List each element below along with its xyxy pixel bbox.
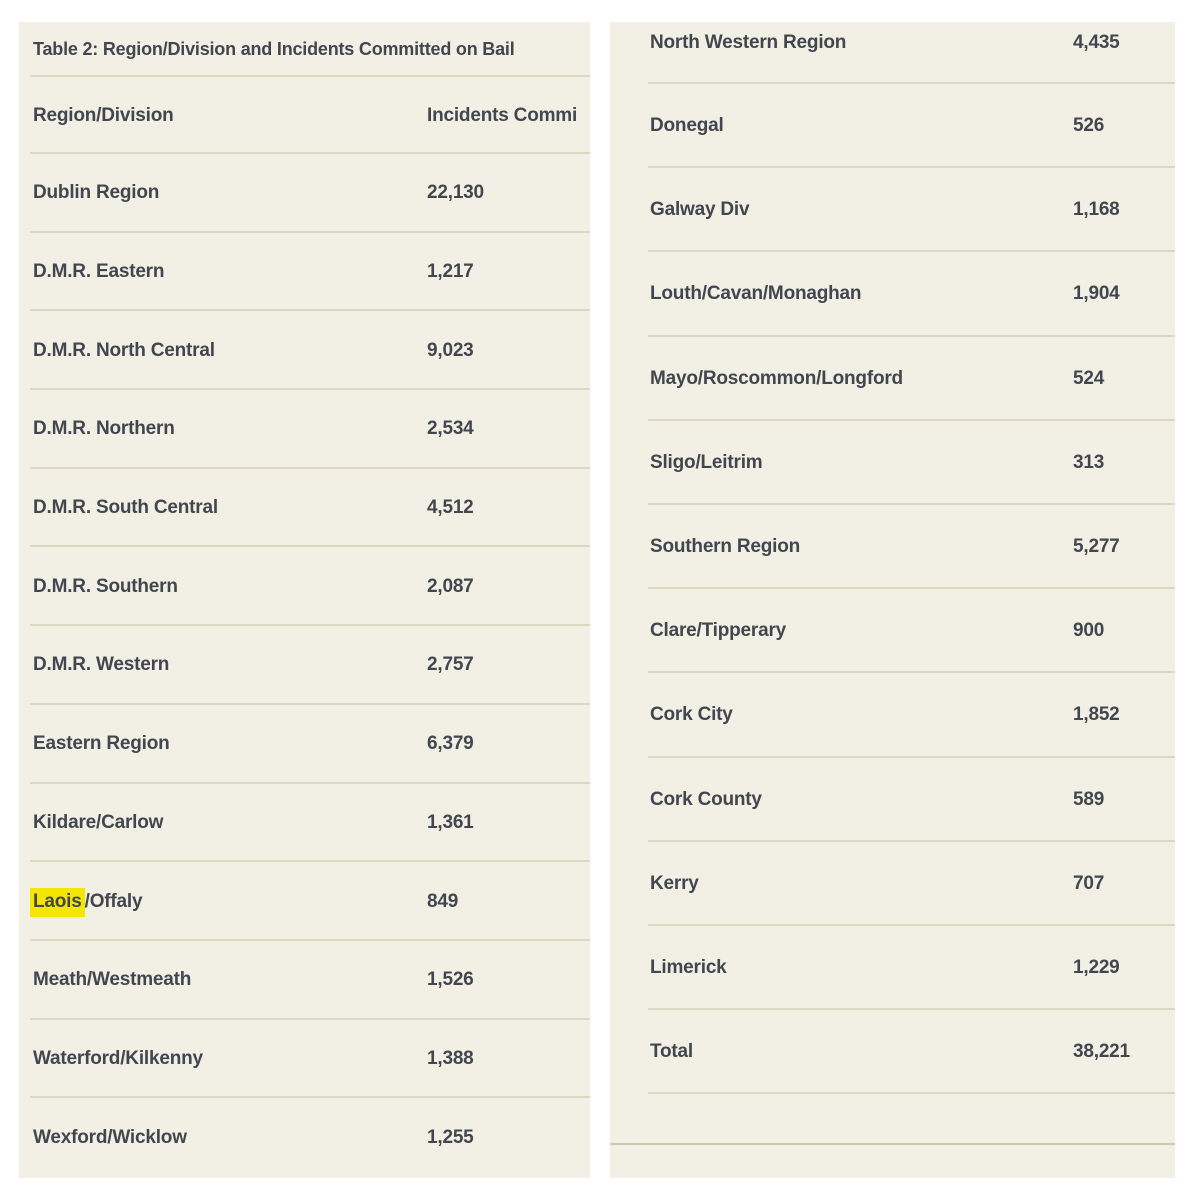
table-row [19,784,590,863]
table-row [610,22,1175,84]
incidents-cell: 22,130 [427,182,484,204]
table-row [19,626,590,705]
table-header-row [19,77,590,154]
region-cell: Mayo/Roscommon/Longford [650,367,903,389]
region-cell: D.M.R. Northern [33,418,175,440]
table-row [19,1098,590,1177]
table-row [610,758,1175,842]
region-cell [19,891,427,913]
region-division-header: Region/Division [33,104,174,126]
search-highlight: Laois [30,888,85,917]
incidents-cell: 589 [1073,788,1105,810]
incidents-cell: 9,023 [427,339,474,361]
table-row [19,154,590,233]
table-row [19,547,590,626]
table-row [610,842,1175,926]
incidents-cell: 1,229 [1073,956,1120,978]
table-row [19,390,590,469]
region-cell: North Western Region [650,32,847,53]
incidents-cell: 2,534 [427,418,474,440]
region-cell: Kerry [650,872,699,894]
table-row [610,421,1175,505]
region-cell: Sligo/Leitrim [650,451,763,473]
table-end-divider [610,1143,1175,1145]
incidents-cell: 2,757 [427,654,474,676]
incidents-header: Incidents Commi [427,104,578,126]
region-cell: D.M.R. North Central [33,339,215,361]
incidents-cell: 313 [1073,451,1105,473]
left-table-panel [19,22,590,1178]
region-cell: Meath/Westmeath [33,969,192,991]
region-cell: Louth/Cavan/Monaghan [650,283,862,305]
incidents-cell: 2,087 [427,575,474,597]
table-row [610,252,1175,336]
region-cell: Cork County [650,788,762,810]
incidents-cell: 1,168 [1073,199,1120,221]
table-row [610,505,1175,589]
incidents-cell: 1,852 [1073,704,1120,726]
table-row [19,311,590,390]
table-row [19,1020,590,1099]
table-row [610,84,1175,168]
region-cell: Waterford/Kilkenny [33,1047,203,1069]
incidents-cell: 4,512 [427,497,474,519]
table-row [610,673,1175,757]
region-cell: Wexford/Wicklow [33,1126,187,1148]
incidents-cell: 526 [1073,115,1105,137]
incidents-cell: 1,217 [427,261,474,283]
table-row [19,705,590,784]
table-row [610,337,1175,421]
region-cell: Kildare/Carlow [33,811,164,833]
region-cell: Cork City [650,704,733,726]
incidents-cell: 1,388 [427,1047,474,1069]
table-row [19,469,590,548]
table-row [610,168,1175,252]
total-value-cell: 38,221 [1073,1041,1130,1063]
region-cell: D.M.R. Western [33,654,170,676]
table-title-row [19,22,590,77]
region-label-rest: /Offaly [84,890,143,912]
incidents-cell: 6,379 [427,733,474,755]
total-row [610,1010,1175,1094]
region-cell: D.M.R. Eastern [33,261,165,283]
region-cell: D.M.R. South Central [33,497,218,519]
region-cell: Limerick [650,956,727,978]
incidents-cell: 5,277 [1073,536,1120,558]
incidents-cell: 1,361 [427,811,474,833]
incidents-cell: 1,526 [427,969,474,991]
table-row [610,589,1175,673]
region-cell: Southern Region [650,536,801,558]
region-cell: Donegal [650,115,724,137]
region-cell: D.M.R. Southern [33,575,178,597]
region-cell: Eastern Region [33,733,170,755]
region-cell: Dublin Region [33,182,160,204]
total-label-cell: Total [650,1041,693,1063]
incidents-cell: 849 [427,890,459,912]
row-divider [648,1092,1175,1094]
table-title: Table 2: Region/Division and Incidents Committed on Bail [33,39,515,59]
table-row [19,233,590,312]
incidents-cell: 1,904 [1073,283,1120,305]
region-cell: Galway Div [650,199,750,221]
incidents-cell: 900 [1073,620,1105,642]
incidents-cell: 707 [1073,872,1105,894]
region-cell: Clare/Tipperary [650,620,787,642]
table-row [610,926,1175,1010]
incidents-cell: 4,435 [1073,32,1120,53]
right-table-panel [610,22,1175,1178]
incidents-cell: 524 [1073,367,1105,389]
incidents-cell: 1,255 [427,1126,474,1148]
table-row [19,862,590,941]
table-row [19,941,590,1020]
